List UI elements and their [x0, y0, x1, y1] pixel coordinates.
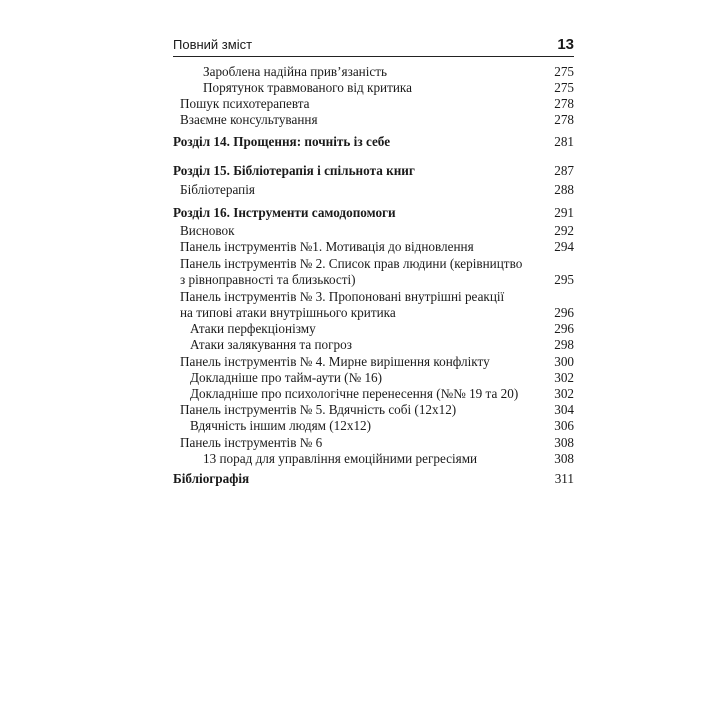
toc-chapter-title: Розділ 14. Прощення: почніть із себе: [173, 134, 391, 149]
toc-entry-page: 278: [554, 96, 574, 111]
toc-entry-title: Панель інструментів № 2. Список прав людини (керівництво: [180, 256, 523, 271]
toc-chapter: [0, 133, 720, 150]
toc-entry-title: з рівноправності та близькості): [180, 272, 356, 287]
toc-entry-title: Панель інструментів № 5. Вдячність собі (12x12): [180, 402, 457, 417]
toc-entry-title: Докладніше про тайм-аути (№ 16): [190, 370, 383, 385]
toc-entry-page: 302: [554, 386, 574, 401]
toc-entry-title: 13 порад для управління емоційними регресіями: [203, 451, 478, 466]
toc-entry-title: Висновок: [180, 223, 235, 238]
toc-entry: [0, 434, 720, 451]
toc-entry: [0, 238, 720, 255]
toc-entry-page: 294: [554, 239, 574, 254]
toc-entry: [0, 369, 720, 386]
toc-entry-page: 278: [554, 112, 574, 127]
toc-entry-page: 298: [554, 337, 574, 352]
toc-entry: [0, 111, 720, 128]
toc-entry-title: Панель інструментів №1. Мотивація до відновлення: [180, 239, 474, 254]
toc-entry: [0, 320, 720, 337]
toc-entry: [0, 288, 720, 305]
toc-entry-title: Атаки залякування та погроз: [190, 337, 352, 352]
toc-entry-title: Докладніше про психологічне перенесення (№№ 19 та 20): [190, 386, 519, 401]
page-number: 13: [557, 36, 574, 53]
toc-chapter-title: Розділ 16. Інструменти самодопомоги: [173, 205, 396, 220]
toc-entry: [0, 255, 720, 272]
toc-entry-title: на типові атаки внутрішнього критика: [180, 305, 396, 320]
toc-entry-page: 275: [554, 80, 574, 95]
toc-entry-page: 288: [554, 182, 574, 197]
toc-entry: [0, 222, 720, 239]
toc-entry-page: 300: [554, 354, 574, 369]
toc-entry-page: 295: [554, 272, 574, 287]
running-title: Повний зміст: [173, 37, 253, 52]
toc-entry: [0, 450, 720, 467]
toc-chapter: [0, 204, 720, 221]
toc-entry-page: 311: [554, 471, 574, 486]
toc-entry: [0, 181, 720, 198]
toc-entry: [0, 304, 720, 321]
toc-entry: [0, 353, 720, 370]
toc-entry-page: 306: [554, 418, 574, 433]
toc-entry-title: Вдячність іншим людям (12x12): [190, 418, 372, 433]
toc-entry-title: Панель інструментів № 6: [180, 435, 323, 450]
toc-entry-title: Панель інструментів № 3. Пропоновані внутрішні реакції: [180, 289, 505, 304]
toc-entry: [0, 401, 720, 418]
toc-entry-page: 308: [554, 435, 574, 450]
toc-entry-title: Атаки перфекціонізму: [190, 321, 316, 336]
toc-chapter: [0, 470, 720, 487]
toc-entry-page: 308: [554, 451, 574, 466]
toc-entry-page: 302: [554, 370, 574, 385]
toc-entry-page: 287: [554, 163, 574, 178]
toc-entry-page: 281: [554, 134, 574, 149]
toc-chapter: [0, 162, 720, 179]
toc-entry-title: Бібліотерапія: [180, 182, 255, 197]
toc-entry-title: Порятунок травмованого від критика: [203, 80, 412, 95]
toc-chapter-title: Розділ 15. Бібліотерапія і спільнота книг: [173, 163, 415, 178]
toc-entry-title: Панель інструментів № 4. Мирне вирішення конфлікту: [180, 354, 490, 369]
toc-entry-page: 304: [554, 402, 574, 417]
header-rule: [173, 56, 574, 57]
toc-entry: [0, 95, 720, 112]
toc-chapter-title: Бібліографія: [173, 471, 250, 486]
toc-entry: [0, 271, 720, 288]
toc-entry-page: 275: [554, 64, 574, 79]
toc-entry-page: 292: [554, 223, 574, 238]
toc-entry: [0, 63, 720, 80]
toc-entry: [0, 385, 720, 402]
page-header: [173, 36, 574, 53]
toc-entry: [0, 417, 720, 434]
toc-entry-page: 296: [554, 321, 574, 336]
toc-entry: [0, 79, 720, 96]
toc-entry-title: Взаємне консультування: [180, 112, 318, 127]
toc-entry: [0, 336, 720, 353]
toc-entry-title: Зароблена надійна прив’язаність: [203, 64, 388, 79]
toc-entry-page: 291: [554, 205, 574, 220]
toc-entry-title: Пошук психотерапевта: [180, 96, 310, 111]
toc-entry-page: 296: [554, 305, 574, 320]
